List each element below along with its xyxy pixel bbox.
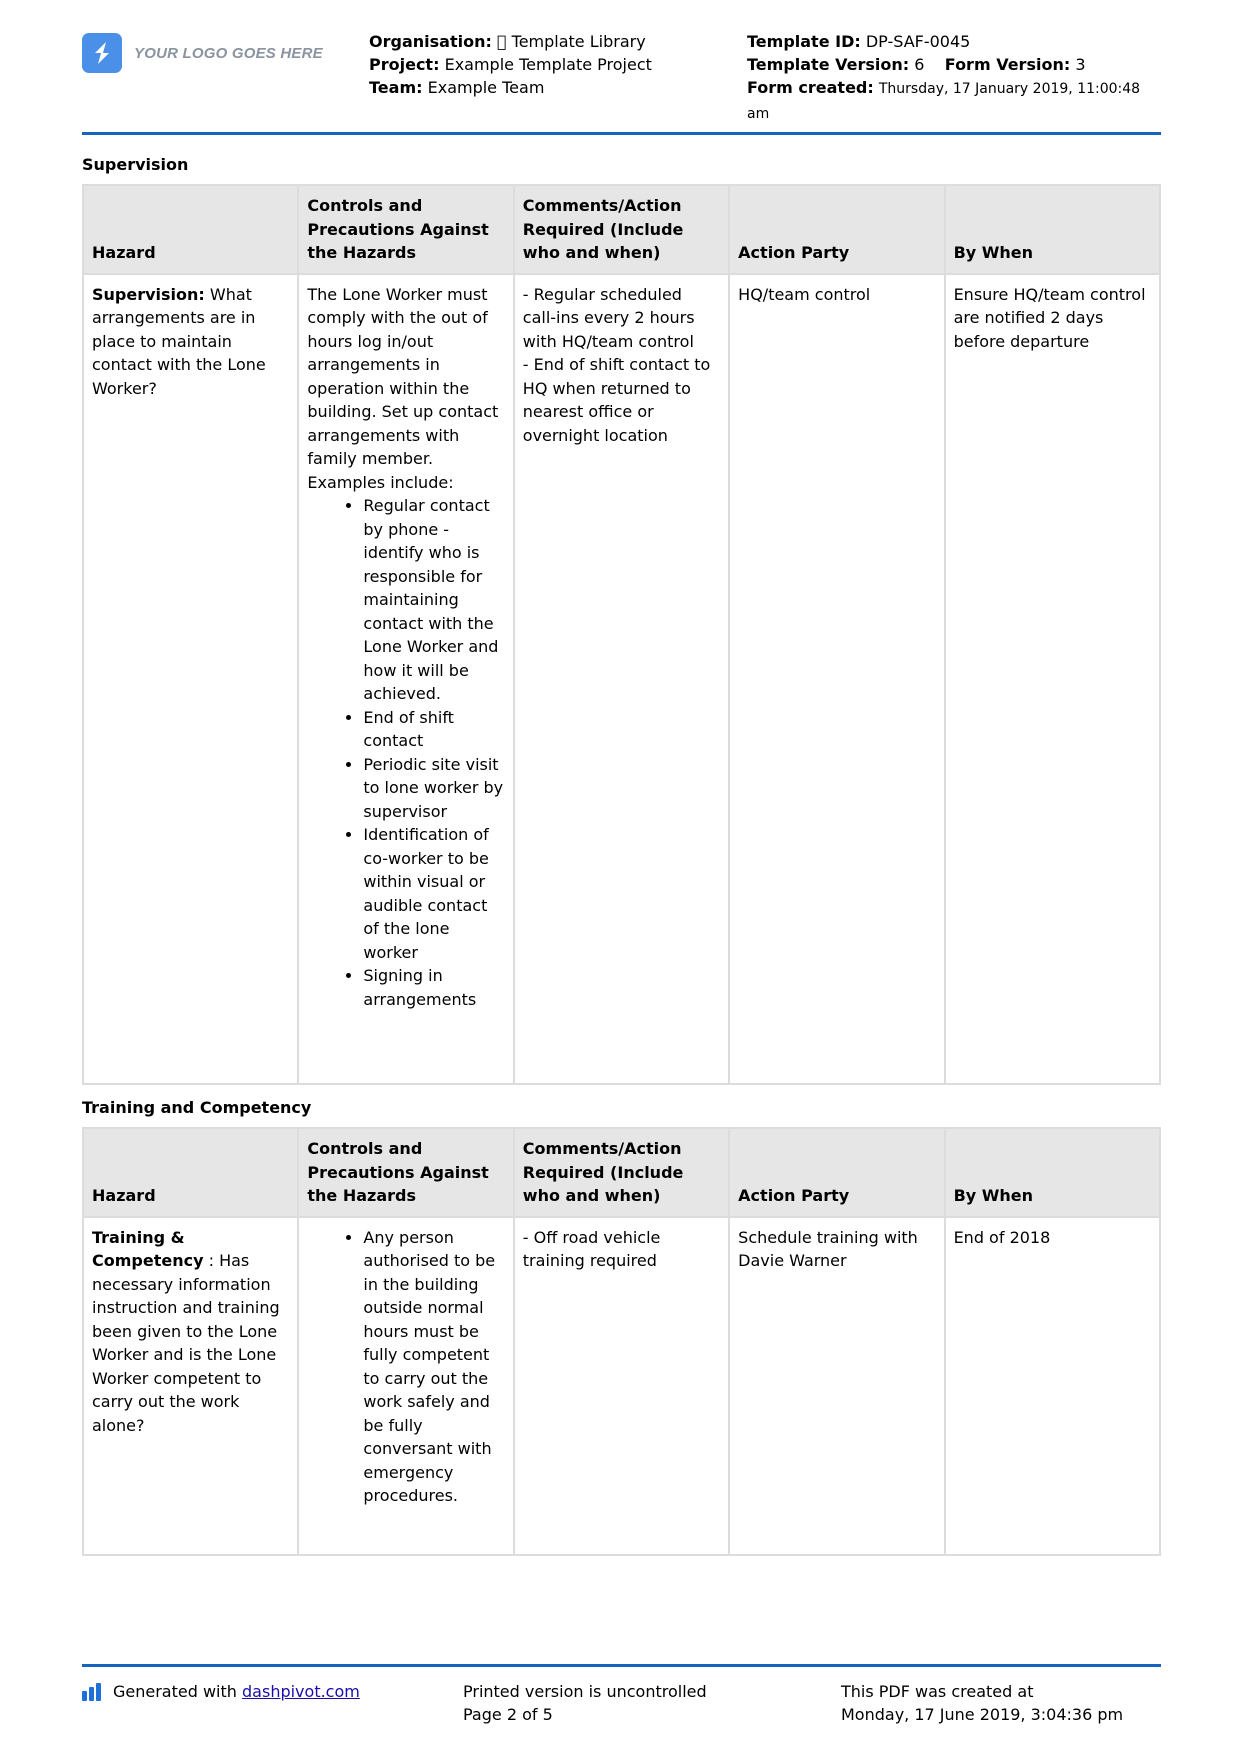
- col-action-party: Action Party: [729, 1128, 944, 1217]
- print-status: [463, 1680, 707, 1726]
- logo-icon: [82, 33, 122, 73]
- list-item: • Signing in arrangements: [363, 964, 504, 1011]
- table-header-row: [83, 1128, 1160, 1217]
- controls-list: [307, 494, 504, 1011]
- page-number: Page 2 of 5: [463, 1705, 553, 1724]
- logo: [82, 33, 323, 73]
- footer-divider: [82, 1664, 1161, 1667]
- team-label: Team:: [369, 78, 423, 97]
- controls-cell: [298, 274, 513, 1084]
- dashpivot-bars-icon: [82, 1683, 103, 1701]
- header-divider: [82, 132, 1161, 135]
- col-by-when: By When: [945, 185, 1160, 274]
- hazard-table-training: [82, 1127, 1161, 1556]
- uncontrolled-text: Printed version is uncontrolled: [463, 1682, 707, 1701]
- col-comments: Comments/Action Required (Include who and when): [514, 1128, 729, 1217]
- table-row: [83, 1217, 1160, 1555]
- col-controls: Controls and Precautions Against the Hazards: [298, 1128, 513, 1217]
- form-created-label: Form created:: [747, 78, 874, 97]
- comments-cell: [514, 274, 729, 1084]
- by-when-cell: Ensure HQ/team control are notified 2 days before departure: [945, 274, 1160, 1084]
- generated-prefix: Generated with: [113, 1682, 237, 1701]
- hazard-label: Training & Competency: [92, 1227, 204, 1270]
- organisation-label: Organisation:: [369, 32, 492, 51]
- col-comments: Comments/Action Required (Include who and when): [514, 185, 729, 274]
- list-item: • Identification of co-worker to be within visual or audible contact of the lone worker: [363, 823, 504, 964]
- comments-cell: [514, 1217, 729, 1555]
- logo-text: YOUR LOGO GOES HERE: [134, 44, 323, 62]
- template-version-value: 6: [914, 55, 925, 74]
- project-value: Example Template Project: [444, 55, 652, 74]
- list-item: • Regular contact by phone - identify who is responsible for maintaining contact with the Lone Worker and how it will be achieved.: [363, 494, 504, 706]
- comment-line: - Off road vehicle training required: [522, 1227, 661, 1270]
- pdf-created: [841, 1680, 1123, 1726]
- pdf-created-value: Monday, 17 June 2019, 3:04:36 pm: [841, 1705, 1124, 1724]
- list-item: • Periodic site visit to lone worker by supervisor: [363, 753, 504, 824]
- org-meta: [369, 30, 652, 99]
- col-action-party: Action Party: [729, 185, 944, 274]
- form-created-value: Thursday, 17 January 2019, 11:00:48 am: [747, 81, 1141, 122]
- template-version-label: Template Version:: [747, 55, 910, 74]
- page-header: [82, 28, 1161, 128]
- list-item: • Any person authorised to be in the building outside normal hours must be fully competent to carry out the work safely and be fully conversant with emergency procedures.: [363, 1226, 504, 1508]
- form-version-value: 3: [1075, 55, 1086, 74]
- hazard-cell: [83, 1217, 298, 1555]
- hazard-label: Supervision:: [92, 284, 205, 304]
- col-hazard: Hazard: [83, 1128, 298, 1217]
- team-value: Example Team: [427, 78, 545, 97]
- comment-line: - Regular scheduled call-ins every 2 hours with HQ/team control: [522, 284, 695, 351]
- action-party-cell: Schedule training with Davie Warner: [729, 1217, 944, 1555]
- by-when-cell: End of 2018: [945, 1217, 1160, 1555]
- dashpivot-link[interactable]: dashpivot.com: [242, 1682, 360, 1701]
- list-item: • End of shift contact: [363, 706, 504, 753]
- col-by-when: By When: [945, 1128, 1160, 1217]
- action-party-cell: HQ/team control: [729, 274, 944, 1084]
- organisation-value:   Template Library: [496, 32, 646, 51]
- controls-list: [307, 1226, 504, 1508]
- template-id-value: DP-SAF-0045: [865, 32, 971, 51]
- form-version-label: Form Version:: [944, 55, 1071, 74]
- col-hazard: Hazard: [83, 185, 298, 274]
- hazard-text: What arrangements are in place to maintain contact with the Lone Worker?: [92, 284, 266, 398]
- template-id-label: Template ID:: [747, 32, 861, 51]
- generated-with: [82, 1680, 360, 1703]
- project-label: Project:: [369, 55, 440, 74]
- hazard-table-supervision: [82, 184, 1161, 1085]
- hazard-text: : Has necessary information instruction and training been given to the Lone Worker and is the Lone Worker competent to carry out the work alone?: [92, 1251, 280, 1435]
- table-header-row: [83, 185, 1160, 274]
- template-meta: [747, 30, 1161, 126]
- controls-cell: [298, 1217, 513, 1555]
- comment-line: - End of shift contact to HQ when returned to nearest office or overnight location: [522, 355, 711, 445]
- section-title-training: Training and Competency: [82, 1098, 312, 1117]
- pdf-created-label: This PDF was created at: [841, 1682, 1034, 1701]
- table-row: [83, 274, 1160, 1084]
- controls-intro: The Lone Worker must comply with the out of hours log in/out arrangements in operation within the building. Set up contact arrangements with family member. Examples include:: [307, 284, 499, 492]
- col-controls: Controls and Precautions Against the Hazards: [298, 185, 513, 274]
- hazard-cell: [83, 274, 298, 1084]
- section-title-supervision: Supervision: [82, 155, 189, 174]
